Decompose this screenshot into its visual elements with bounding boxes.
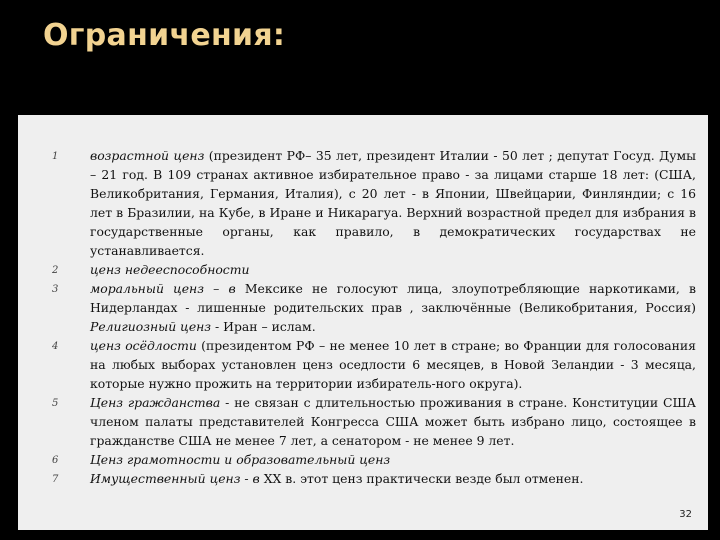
item-number: 6 <box>52 455 59 466</box>
list-item <box>18 469 708 488</box>
item-heading: ценз осёдлости <box>90 338 197 353</box>
list-item <box>18 450 708 469</box>
item-heading: моральный ценз – в <box>90 281 236 296</box>
item-number: 3 <box>52 284 59 295</box>
item-text: (президент РФ– 35 лет, президент Италии - 50 лет ; депутат Госуд. Думы – 21 год. В 109 странах активное избирательное право - за лицами старше 18 лет: (США, Великобритания, Германия, Италия), с 20 лет - в Японии, Швейцарии, Финляндии; с 16 лет в Бразилии, на Кубе, в Иране и Никарагуа. Верхний возрастной предел для избрания в государственные органы, как правило, в демократических государствах не устанавливается. <box>90 148 696 258</box>
item-text: Мексике не голосуют лица, злоупотребляющие наркотиками, в Нидерландах - лишенные родительских прав , заключённые (Великобритания, Россия) <box>90 281 696 315</box>
item-number: 2 <box>52 265 59 276</box>
item-heading: Имущественный ценз - в <box>90 471 260 486</box>
item-text: (президентом РФ – не менее 10 лет в стране; во Франции для голосования на любых выборах установлен ценз оседлости 6 месяцев, в Новой Зеландии - 3 месяца, которые нужно прожить на территории избиратель-ного округа). <box>90 338 696 391</box>
item-heading: возрастной ценз <box>90 148 205 163</box>
item-heading: ценз недееспособности <box>90 262 250 277</box>
item-heading: Ценз грамотности и образовательный ценз <box>90 452 391 467</box>
list-item <box>18 336 708 393</box>
list-item <box>18 393 708 450</box>
item-number: 4 <box>52 341 59 352</box>
item-subheading: Религиозный ценз <box>90 319 212 334</box>
item-text: XX в. этот ценз практически везде был отменен. <box>259 471 584 486</box>
content-panel <box>18 115 708 530</box>
page-number: 32 <box>679 509 692 520</box>
restrictions-list <box>18 146 708 488</box>
item-text: - не связан с длительностью проживания в стране. Конституции США членом палаты представителей Конгресса США может быть избрано лицо, состоящее в гражданстве США не менее 7 лет, а сенатором - не менее 9 лет. <box>90 395 696 448</box>
list-item <box>18 260 708 279</box>
list-item <box>18 146 708 260</box>
item-heading: Ценз гражданства <box>90 395 221 410</box>
slide-title: Ограничения: <box>43 18 286 53</box>
item-subtext: - Иран – ислам. <box>211 319 316 334</box>
item-number: 7 <box>52 474 59 485</box>
list-item <box>18 279 708 336</box>
item-number: 1 <box>52 151 59 162</box>
item-number: 5 <box>52 398 59 409</box>
